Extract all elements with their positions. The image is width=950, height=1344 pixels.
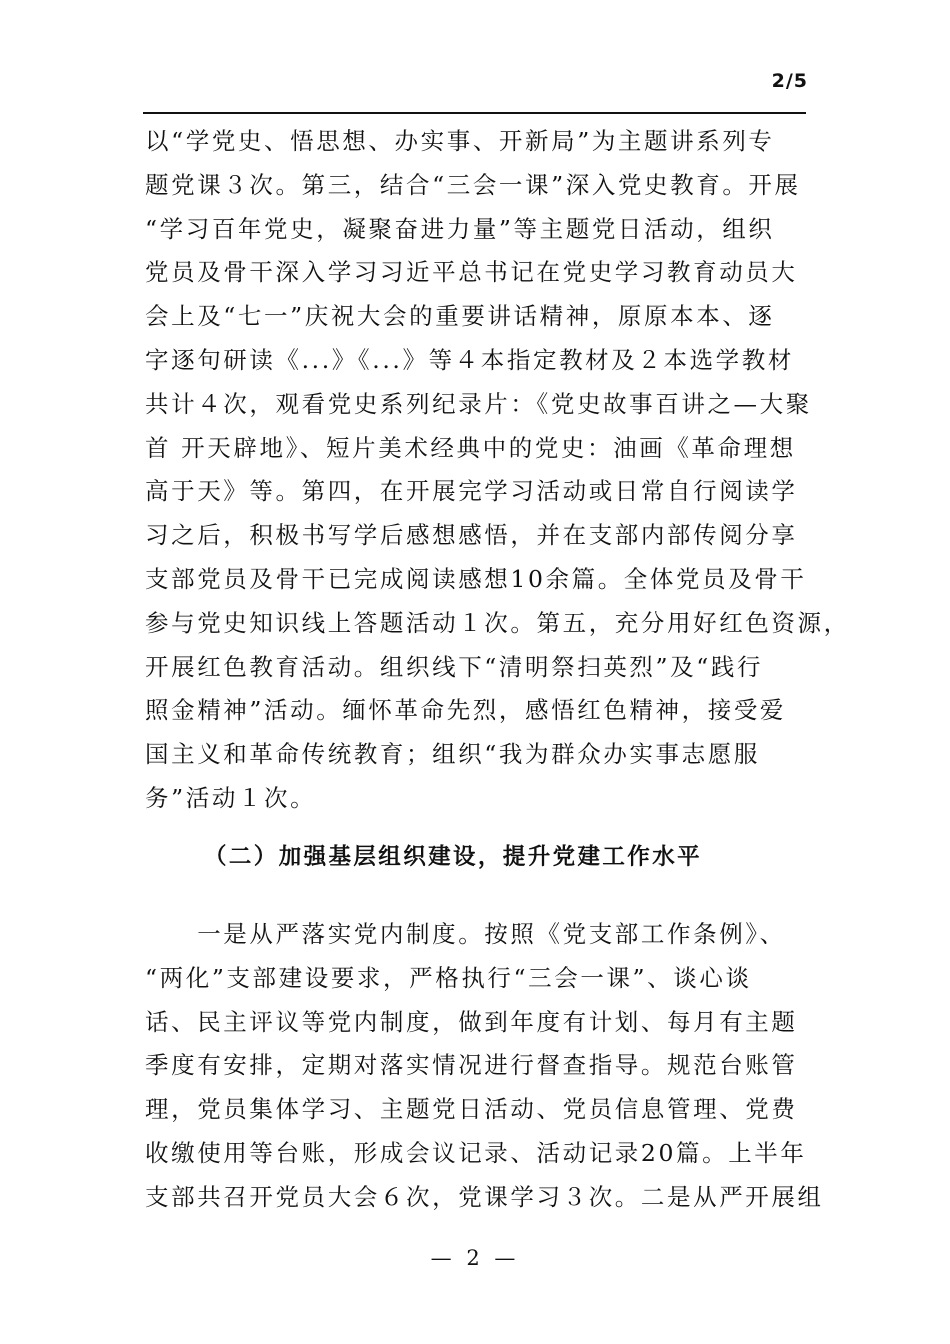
text-line: 高于天》等。第四，在开展完学习活动或日常自行阅读学 (145, 477, 798, 506)
text-line: 一是从严落实党内制度。按照《党支部工作条例》、 (145, 920, 786, 948)
body-paragraph-2 (145, 913, 824, 1220)
text-line: 理，党员集体学习、主题党日活动、党员信息管理、党费 (145, 1095, 798, 1124)
text-line: 党员及骨干深入学习习近平总书记在党史学习教育动员大 (145, 258, 798, 287)
text-line: 支部共召开党员大会６次，党课学习３次。二是从严开展组 (145, 1182, 824, 1211)
text-line: 习之后，积极书写学后感想感悟，并在支部内部传阅分享 (145, 521, 798, 550)
text-line: 以“学党史、悟思想、办实事、开新局”为主题讲系列专 (145, 127, 775, 155)
text-line: 字逐句研读《...》《...》等４本指定教材及２本选学教材 (145, 345, 794, 374)
text-line: 开展红色教育活动。组织线下“清明祭扫英烈”及“践行 (145, 652, 764, 681)
text-line: 题党课３次。第三，结合“三会一课”深入党史教育。开展 (145, 170, 801, 199)
page-counter: 2/5 (771, 70, 808, 92)
text-line: 国主义和革命传统教育；组织“我为群众办实事志愿服 (145, 740, 760, 769)
text-line: 话、民主评议等党内制度，做到年度有计划、每月有主题 (145, 1007, 798, 1036)
text-line: “学习百年党史，凝聚奋进力量”等主题党日活动，组织 (145, 214, 775, 243)
text-line: 首 开天辟地》、短片美术经典中的党史：油画《革命理想 (145, 433, 796, 462)
body-paragraph-1 (145, 120, 850, 821)
text-line: 共计４次，观看党史系列纪录片：《党史故事百讲之—大聚 (145, 389, 812, 418)
header-rule (143, 112, 806, 114)
text-line: 收缴使用等台账，形成会议记录、活动记录20篇。上半年 (145, 1138, 807, 1167)
text-line: 支部党员及骨干已完成阅读感想10余篇。全体党员及骨干 (145, 564, 807, 593)
text-line: “两化”支部建设要求，严格执行“三会一课”、谈心谈 (145, 963, 752, 992)
section-heading: （二）加强基层组织建设，提升党建工作水平 (204, 844, 703, 870)
text-line: 会上及“七一”庆祝大会的重要讲话精神，原原本本、逐 (145, 302, 775, 331)
page-number-footer: — 2 — (430, 1246, 520, 1270)
text-line: 照金精神”活动。缅怀革命先烈，感悟红色精神，接受爱 (145, 696, 787, 725)
text-line: 务”活动１次。 (145, 783, 317, 812)
text-line: 参与党史知识线上答题活动１次。第五，充分用好红色资源， (145, 608, 850, 637)
text-line: 季度有安排，定期对落实情况进行督查指导。规范台账管 (145, 1051, 798, 1080)
